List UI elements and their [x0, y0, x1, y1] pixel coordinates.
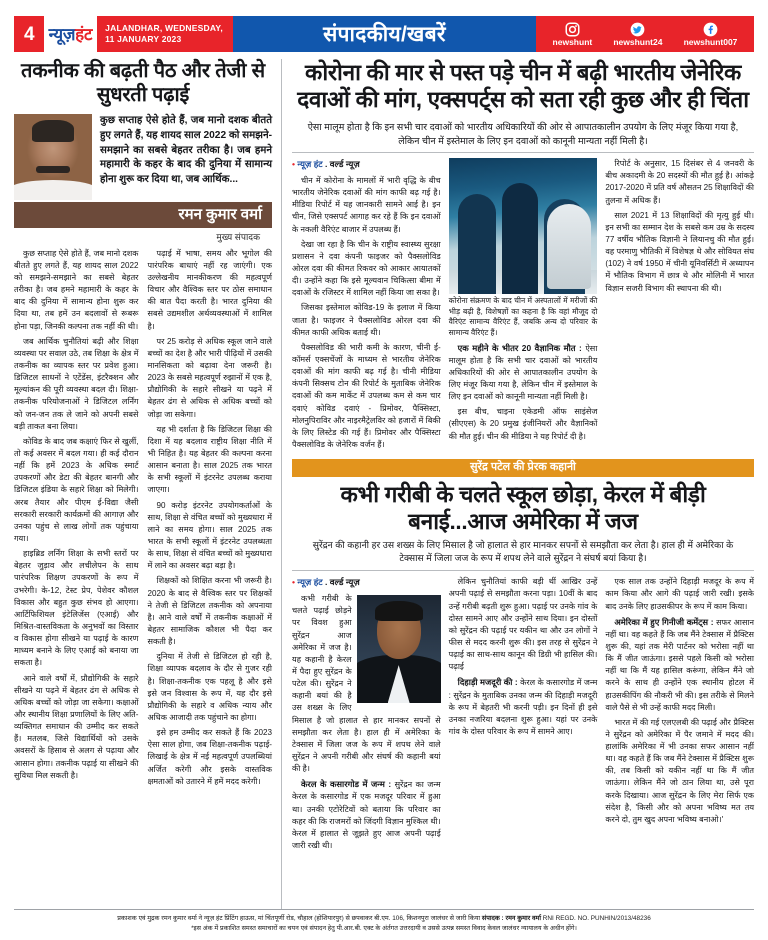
masthead: [14, 16, 754, 52]
main-story-paragraph: चीन में कोरोना के मामलों में भारी वृद्धि के बीच भारतीय जेनेरिक दवाओं की मांग काफी बढ़ गई है। मीडिया रिपोर्ट में यह जानकारी सामने आई है। इन चीन, जिसे एक्सपर्ट आगाह कर रहे हैं कि इन दवाओं के नकली वैरिएंट बाजार में उपलब्ध हैं।: [292, 176, 441, 234]
editorial-paragraph: शिक्षकों को शिक्षित करना भी जरूरी है। 2020 के बाद से वैश्विक स्तर पर शिक्षकों ने तेजी से डिजिटल तकनीक को अपनाया है। आने वाले वर्षों में तकनीक कक्षाओं में बेहतर सामाजिक कौशल भी पैदा कर सकती है।: [147, 576, 272, 647]
surendran-patel-portrait: [357, 595, 441, 703]
second-story-col-2: [449, 576, 598, 855]
byline-desk: वर्ल्ड न्यूज़: [329, 159, 360, 170]
second-story-kicker: सुरेंद्र पटेल की प्रेरक कहानी: [292, 459, 754, 477]
main-story-paragraph: जिसका इस्तेमाल कोविड-19 के इलाज में किया जाता है। फाइजर ने पैक्सलोविड ओरल दवा की कीमत काफी अधिक बताई थी।: [292, 303, 441, 337]
editorial-column: [14, 59, 282, 909]
main-story-columns: [292, 158, 754, 454]
byline-desk: वर्ल्ड न्यूज़: [329, 577, 360, 588]
second-story-subheading: केरल के कसारगोड में जन्म :: [301, 779, 392, 790]
second-story-col-3: [605, 576, 754, 855]
edition-date: [97, 23, 233, 44]
footer-line-2: *इस अंक में प्रकाशित समस्त समाचारों का चयन एवं संपादन हेतु पी.आर.बी. एक्ट के अंर्तगत उत्तरदायी व उससे उत्पन्न समस्त विवाद केवल जालंधर न्यायालय के अधीन होंगे।: [191, 925, 577, 933]
news-column: [282, 59, 754, 909]
second-story-subheading: दिहाड़ी मजदूरी की :: [457, 677, 518, 688]
editorial-lead: कुछ सप्ताह ऐसे होते हैं, जब मानो दशक बीतते हुए लगते हैं, यह शायद साल 2022 को समझने-समझाने का सबसे बेहतर तरीका है। जब हमने महामारी के कहर के बाद की दुनिया में सामान्य होना शुरू कर दिया था, जब आर्थिक...: [100, 114, 272, 186]
second-story-paragraph-text: केरल के कसारगोड में जन्म : सुरेंद्रन के मुताबिक उनका जन्म की दिहाड़ी मजदूरी के रूप में बेहतरी भी करनी पड़ी। इन दिनों ही इसे उनका नजरिया बदलना शुरू हुआ। यहां पर उनके गांव के दोस्त परिवार के रूप में सामने आए।: [448, 678, 598, 736]
footer-editor-name: संपादक : रमन कुमार वर्मा: [481, 915, 542, 923]
editorial-paragraph: पढ़ाई में भाषा, समय और भूगोल की पारंपरिक बाधाएं नहीं रह जाएंगी। एक उल्लेखनीय मानकीकरण की महत्वपूर्ण विचार और वैश्विक स्तर पर ठोस समाधान की बात पैदा करती है। भारत दुनिया की सबसे उद्यमशील अर्थव्यवस्थाओं में शामिल है।: [147, 248, 272, 331]
masthead-left: [14, 16, 233, 52]
section-title: संपादकीय/खबरें: [323, 22, 446, 46]
editorial-paragraph: पर 25 करोड़ से अधिक स्कूल जाने वाले बच्चों का देश है और भारी पीढ़ियों में उसकी मानसिकता को बढ़ावा देना जरूरी है। 2023 के सबसे महत्वपूर्ण रुझानों में एक है, प्रौद्योगिकी के सहारे सीखने या पढ़ने में बेहतर ढंग से अधिक से अधिक बच्चों को जोड़ा जा सकेगा।: [147, 336, 272, 419]
second-story-paragraph: एक साल तक उन्होंने दिहाड़ी मजदूर के रूप में काम किया और आगे की पढ़ाई जारी रखी। इसके बाद उनके लिए हाउसकीपर के रूप में काम किया।: [605, 577, 755, 611]
social-handle-twitter: newshunt24: [613, 36, 663, 47]
facebook-icon: [703, 22, 718, 37]
instagram-icon: [565, 22, 580, 37]
editorial-paragraph: जब आर्थिक चुनौतियां बढ़ी और शिक्षा व्यवस्था पर सवाल उठे, तब शिक्षा के क्षेत्र में तकनीक का व्यापक स्तर पर प्रवेश हुआ। डिजिटल साधनों ने एटेंडेंस, इंटरैक्शन और मूल्यांकन की पूरी व्यवस्था बदल दी। शिक्षा-तकनीक परियोजनाओं ने डिजिटल लर्निंग को जन-जन तक ले जाने को अपनी सबसे बड़ी ताकत बना लिया।: [14, 336, 139, 431]
edition-date-value: 11 JANUARY 2023: [105, 34, 182, 44]
second-story-subheading: अमेरिका में हुए गिनीजी कमेंट्स :: [614, 616, 714, 627]
editor-name: रमन कुमार वर्मा: [178, 206, 262, 224]
main-story-paragraph-text: ऐसा मालूम होता है कि सभी चार दवाओं को भारतीय अधिकारियों की ओर से आपातकालीन उपयोग के लिए मंजूर किया गया है, लेकिन चीन में इस्तेमाल के लिए इन दवाओं को कानूनी मान्यता नहीं मिली है।: [448, 343, 598, 402]
editor-role: मुख्य संपादक: [216, 231, 260, 242]
second-story-columns: [292, 576, 754, 855]
page-content: [14, 59, 754, 909]
second-story-headline: कभी गरीबी के चलते स्कूल छोड़ा, केरल में बीड़ी बनाई...आज अमेरिका में जज: [340, 482, 706, 535]
edition-city-day: JALANDHAR, WEDNESDAY,: [105, 23, 223, 34]
editorial-paragraph: कुछ सप्ताह ऐसे होते हैं, जब मानो दशक बीतते हुए लगते हैं, यह शायद साल 2022 को समझने-समझाने का सबसे बेहतर तरीका है। जब हमने महामारी के कहर के बाद की दुनिया में सामान्य होना शुरू कर दिया था, तब हमें उन बदलावों से रूबरू होना पड़ा, जिनकी कल्पना तक नहीं की थी।: [14, 248, 139, 331]
second-story-paragraph-text: सुरेंद्रन का जन्म केरल के कसारगोड में एक मजदूर परिवार में हुआ था। उनकी एटोरेटिवों को बताया कि परिवार का कहर की कि राजमरों को जिंदगी विज्ञान मुश्किल थी। केरल में हालात से जूझते हुए आज अपनी पढ़ाई जारी रखी थी।: [292, 780, 441, 850]
social-link-instagram[interactable]: [553, 22, 593, 47]
second-story-paragraph: भारत में की गई एलएलबी की पढ़ाई और प्रैक्टिस ने सुरेंद्रन को अमेरिका में पैर जमाने में मदद की। हालांकि अमेरिका में भी उनका सफर आसान नहीं था। वह कहते हैं कि जब मैंने टेक्सास में प्रैक्टिस शुरू की, तब किसी को यकीन नहीं था कि मैं जीत जाऊंगा। लेकिन मैंने जो ठान लिया था, उसे पूरा करके दिखाया। आज सुरेंद्रन के लिए मेरा सिर्फ एक संदेश है, 'किसी और को अपना भविष्य मत तय करने दो, तुम खुद अपना भविष्य बनाओ।': [605, 717, 755, 824]
footer-publisher-text: प्रकाशक एवं मुद्रक रमन कुमार वर्मा ने न्यूज़ हंट प्रिंटिंग हाऊस, मां चिंतपूर्णी रोड, चौहाल (होशियारपुर) से छपवाकर बी.एम. 106, किशनपुरा जालंधर से जारी किया: [117, 915, 482, 923]
second-story-paragraph: लेकिन चुनौतियां काफी बड़ी थीं आखिर उन्हें अपनी पढ़ाई से समझौता करना पड़ा। 10वीं के बाद उन्हें गरीबी बढ़ती शुरू हुआ। पढ़ाई पर उनके गांव के दोस्त सामने आए और उन्होंने साथ दिया। इन दोस्तों को सुरेंद्रन की पढ़ाई पर यकीन था और उन लोगों ने फीस से मदद करनी शुरू की। इस तरह से सुरेंद्रन ने पढ़ाई का साथ-साथ कानून की डिग्री भी हासिल की। पढ़ाई: [448, 577, 598, 672]
logo-text-part2: हंट: [75, 24, 93, 44]
second-story-byline: • न्यूज़ हंट . वर्ल्ड न्यूज़: [292, 577, 360, 588]
main-story-paragraph: [449, 342, 598, 404]
page-number: 4: [24, 23, 35, 45]
editor-photo: [14, 114, 92, 200]
byline-source: न्यूज़ हंट: [297, 159, 323, 170]
editorial-paragraph: यह भी दर्शाता है कि डिजिटल शिक्षा की दिशा में यह बदलाव राष्ट्रीय शिक्षा नीति में भी निहित है। यह बेहतर की कल्पना करना आसान बनाता है। साल 2025 तक भारत के सभी स्कूलों में इंटरनेट उपलब्ध कराया जाएगा।: [147, 424, 272, 495]
footer-rni: RNI REGD. NO. PUNHIN/2013/48236: [541, 915, 651, 923]
second-story: [292, 454, 754, 855]
main-story-paragraph: रिपोर्ट के अनुसार, 15 दिसंबर से 4 जनवरी के बीच अकादमी के 20 सदस्यों की मौत हुई है। आंकड़े 2017-2020 में प्रति वर्ष औसतन 25 शिक्षाविदों की तुलना में अधिक हैं।: [605, 159, 755, 205]
social-handle-instagram: newshunt: [552, 36, 593, 47]
editorial-paragraph: इसे हम उम्मीद कर सकते हैं कि 2023 ऐसा साल होगा, जब शिक्षा-तकनीक पढ़ाई-लिखाई के क्षेत्र में नई महत्वपूर्ण उपलब्धियां अर्जित करेगी और इसके वास्तविक क्षमताओं को उतारने में हमें मदद करेगी।: [147, 728, 272, 786]
logo-text-part1: न्यूज़: [48, 24, 76, 44]
second-story-col-1: [292, 576, 441, 855]
newspaper-logo[interactable]: [44, 16, 98, 52]
main-story-col-3: [605, 158, 754, 454]
second-story-paragraph: [449, 676, 598, 738]
editorial-paragraph: आने वाले वर्षों में, प्रौद्योगिकी के सहारे सीखने या पढ़ने में बेहतर ढंग से अधिक से अधिक बच्चों को जोड़ा जा सकेगा। कक्षाओं और स्थानीय शिक्षा प्रणालियों के लिए अति-व्यक्तिगत समाधान की उम्मीद कर सकते हैं। मतलब, जिसे विद्यार्थियों को उसके अवसरों के हिसाब से अलग से पढ़ाया और आसान होगा। तकनीक पढ़ाई या सीखने की सुविधा मिल सकती है।: [14, 673, 139, 780]
main-story-byline: • न्यूज़ हंट . वर्ल्ड न्यूज़: [292, 159, 360, 170]
editorial-intro: [14, 114, 272, 200]
main-story-subhead: ऐसा मालूम होता है कि इन सभी चार दवाओं को भारतीय अधिकारियों की ओर से आपातकालीन उपयोग के लिए मंजूर किया गया है, लेकिन चीन में इस्तेमाल के लिए इन दवाओं को कानूनी मान्यता नहीं मिली है।: [292, 117, 754, 153]
footer-line-1: [14, 914, 754, 924]
second-story-paragraph: [292, 778, 441, 852]
editorial-paragraph: 90 करोड़ इंटरनेट उपयोगकर्ताओं के साथ, शिक्षा से वंचित बच्चों को मुख्यधारा में लाने का समय होगा। साल 2025 तक भारत के सभी स्कूलों में इंटरनेट उपलब्धता के साथ, शिक्षा से वंचित बच्चों को मुख्यधारा में लाने का अवसर बढ़ा बड़ा है।: [147, 500, 272, 571]
social-link-twitter[interactable]: [613, 22, 662, 47]
main-story-paragraph: पैक्सलोविड की भारी कमी के कारण, चीनी ई-कॉमर्स एक्सचेंजों के माध्यम से भारतीय जेनेरिक दवाओं की मांग काफी बढ़ गई है। चीनी मीडिया कंपनी सिक्सथ टोन की रिपोर्ट के मुताबिक जेनेरिक दवाओं की कम मार्केट में उपलब्ध कम से कम चार दवाएं कोविड दवाएं - प्रिमोवर, पैक्सिस्टा, मोलनुपिराविर और नाइरमैट्रेलविर को हजारों में बिकी के लिए लिस्टेड की गई हैं। प्रिमोवर और पैक्सिस्टा पैक्सलोविड के जेनेरिक वर्जन हैं।: [292, 342, 441, 449]
main-story-subheading: एक महीने के भीतर 20 वैज्ञानिक मौत :: [457, 342, 582, 353]
main-story-paragraph: देखा जा रहा है कि चीन के राष्ट्रीय स्वास्थ्य सुरक्षा प्रशासन ने दवा कंपनी फाइजर को पैक्सलोविड ओरल दवा की कीमत रिकवर को आकार आयातकों दी। उन्होंने कहा कि इसे मूल्यवान चिकित्सा बीमा में दवाओं के रजिस्टर में शामिल नहीं किया जा सका है।: [292, 239, 441, 298]
editorial-byline-bar: [14, 202, 272, 228]
social-handle-facebook: newshunt007: [683, 36, 738, 47]
main-story-paragraph: इस बीच, चाइना एकेडमी ऑफ साइंसेज (सीएएस) के 20 प्रमुख इंजीनियरों और वैज्ञानिकों की मौत हुई। चीन की मीडिया ने यह रिपोर्ट दी है।: [448, 407, 598, 441]
editorial-headline: तकनीक की बढ़ती पैठ और तेजी से सुधरती पढ़ाई: [21, 60, 265, 107]
main-story-col-2: [449, 158, 598, 454]
second-story-paragraph: कभी गरीबी के चलते पढ़ाई छोड़ने पर विवश हुआ सुरेंद्रन आज अमेरिका में जज है। यह कहानी है केरल में पैदा हुए सुरेंद्रन के पटेल की। सुरेंद्रन ने कहानी बयां की है उस शख्स के लिए मिसाल है जो हालात से हार मानकर सपनों से समझौता कर लेता है। हाल ही में अमेरिका के टेक्सास में जिला जज के रूप में शपथ लेने वाले सुरेंद्रन ने अपनी गरीबी और संघर्ष की कहानी बयां की है।: [292, 594, 441, 774]
second-story-subhead: सुरेंद्रन की कहानी हर उस शख्स के लिए मिसाल है जो हालात से हार मानकर सपनों से समझौता कर लेता है। हाल ही में अमेरिका के टेक्सास में जिला जज के रूप में शपथ लेने वाले सुरेंद्रन ने संघर्ष बयां किया है।: [292, 535, 754, 571]
main-story-col-1: [292, 158, 441, 454]
editorial-paragraph: हाइब्रिड लर्निंग शिक्षा के सभी स्तरों पर बेहतर जुड़ाव और लचीलेपन के साथ पारंपरिक शिक्षण उपकरणों के रूप में उभरेगी। के-12, टेस्ट प्रेप, पेशेवर कौशल विकास और बहुत कुछ संभव हो आएगा। आर्टिफिशियल इंटेलिजेंस (एआई) और मिश्रित-वास्तविकता के अनुभवों का विस्तार व विकास होगा सीखने या पढ़ाई के कारण माध्यम बनाने के लिए एआई को बनाया जा सकता है।: [14, 549, 139, 668]
editorial-paragraph: कोविड के बाद जब कक्षाएं फिर से खुलीं, तो कई अवसर में बदल गया। ही कई दौरान नहीं कि हमें 2023 के अधिक स्मार्ट उपकरणों और डेटा की बेहतर बानगी और डिजिटल इंडिया के सहारे शिक्षा को मिलेगी। अरब तैयार और पीएम ई-विद्या जैसी सरकारी सरकारी कार्यक्रमों की आगाज़ और उनका पहुंच से लाख लोगों तक पहुंचाया गया।: [14, 436, 139, 544]
second-story-paragraph: [605, 616, 754, 714]
editorial-body: [14, 248, 272, 788]
footer-colophon: [14, 909, 754, 934]
section-banner: [233, 16, 536, 52]
china-hospital-covid-photo: [449, 158, 598, 294]
byline-source: न्यूज़ हंट: [297, 577, 323, 588]
twitter-icon: [630, 22, 645, 37]
second-story-paragraph-text: सफर आसान नहीं था। वह कहते हैं कि जब मैंने टेक्सास में प्रैक्टिस शुरू की, यहां तक मेरी पार्टनर को भरोसा नहीं था कि मैं जीत जाऊंगा। इससे पहले किसी को भरोसा नहीं था कि मैं यह हासिल करूंगा, लेकिन मैंने जो करने के साथ ही उन्होंने एक स्थानीय होटल में हाउसकीपिंग की नौकरी भी की। इस तरीके से मिलने वाले पैसे से भी उन्हें काफी मदद मिली।: [605, 617, 755, 712]
main-story-paragraph: साल 2021 में 13 शिक्षाविदों की मृत्यु हुई थी। इन सभी का सम्मान देश के सबसे कम उम्र के सदस्य 77 वर्षीय भौतिक विज्ञानी ने लियानचु की मौत हुई। वह परमाणु भौतिकी में विशेषज्ञ थे और सोवियत संघ (102) ने वर्ष 1950 में चीनी यूनिवर्सिटी में अध्यापन में भौतिक विभाग में छात्र थे और मोलिनी में भारत विज्ञान सजरी विभाग की स्थापना की थी।: [605, 210, 755, 293]
editorial-paragraph: दुनिया में तेजी से डिजिटल हो रही है, शिक्षा व्यापक बदलाव के दौर से गुजर रही है। शिक्षा-तकनीक एक पहलू है और इसे इसे जन विश्वास के रूप में, यह दौर इसे प्रौद्योगिकी के सहारे व अधिक न्याय और अधिक आजादी तक पहुंचाने का होगा।: [147, 652, 272, 722]
social-links: [536, 16, 754, 52]
main-story-headline: कोरोना की मार से पस्त पड़े चीन में बढ़ी भारतीय जेनेरिक दवाओं की मांग, एक्सपर्ट्स को सता रही कुछ और ही चिंता: [297, 60, 749, 113]
social-link-facebook[interactable]: [684, 22, 738, 47]
main-story-photo-caption: कोरोना संक्रमण के बाद चीन में अस्पतालों में मरीजों की भीड़ बढ़ी है, विशेषज्ञों का कहना है कि वहां मौजूद दो वैरिएंट सामान्य वैरिएंट हैं, जबकि अन्य दो परिवार के सामान्य वैरिएंट हैं।: [448, 296, 598, 337]
main-story: [292, 59, 754, 454]
